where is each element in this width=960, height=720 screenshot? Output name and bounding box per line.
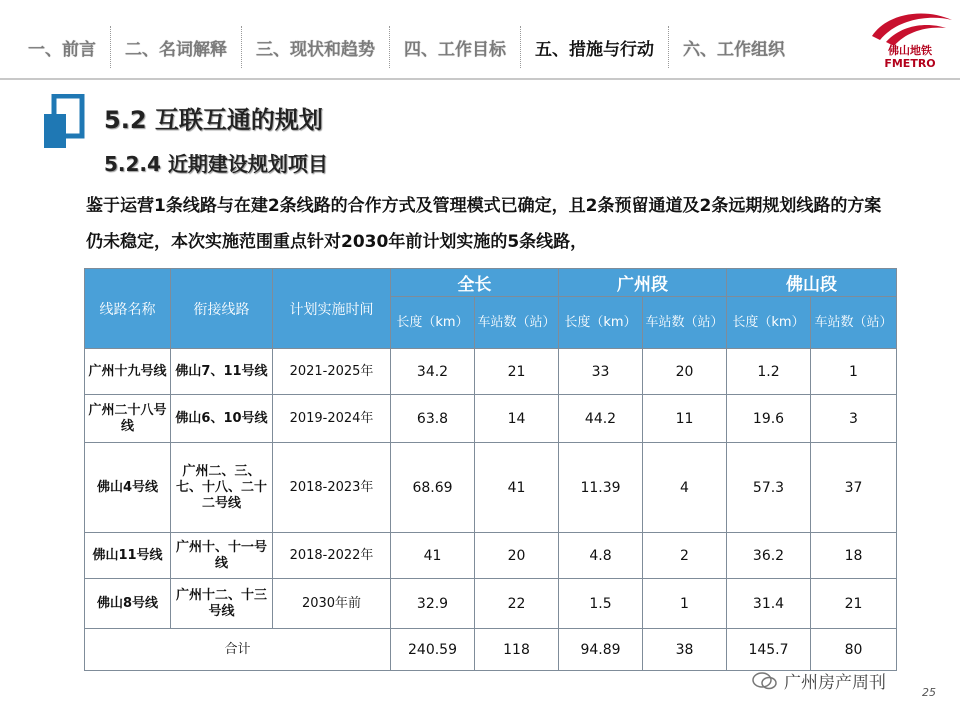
- cell-fs-stations: 1: [811, 349, 897, 395]
- cell-total-stations: 41: [475, 443, 559, 533]
- header-group-total: 全长: [391, 269, 559, 297]
- top-navigation: [0, 0, 960, 80]
- cell-gz-stations: 11: [643, 395, 727, 443]
- cell-fs-stations: 21: [811, 579, 897, 629]
- cell-fs-length: 19.6: [727, 395, 811, 443]
- cell-gz-length: 11.39: [559, 443, 643, 533]
- table-row: [85, 579, 897, 629]
- section-subtitle: 5.2.4 近期建设规划项目: [104, 152, 328, 176]
- table-total-row: [85, 629, 897, 671]
- cell-sum-total-stations: 118: [475, 629, 559, 671]
- logo-chinese: 佛山地铁: [888, 44, 932, 57]
- tab-terms[interactable]: 二、名词解释: [111, 26, 242, 68]
- cell-time: 2021-2025年: [273, 349, 391, 395]
- cell-gz-length: 44.2: [559, 395, 643, 443]
- table-row: [85, 533, 897, 579]
- header-line-name: 线路名称: [85, 269, 171, 349]
- cell-fs-stations: 18: [811, 533, 897, 579]
- cell-fs-length: 57.3: [727, 443, 811, 533]
- cell-connect: 广州十二、十三号线: [171, 579, 273, 629]
- cell-fs-length: 1.2: [727, 349, 811, 395]
- intro-paragraph: 鉴于运营1条线路与在建2条线路的合作方式及管理模式已确定，且2条预留通道及2条远期规划线路的方案仍未稳定，本次实施范围重点针对2030年前计划实施的5条线路，: [86, 196, 882, 252]
- header-connecting-lines: 衔接线路: [171, 269, 273, 349]
- cell-connect: 广州十、十一号线: [171, 533, 273, 579]
- header-group-guangzhou: 广州段: [559, 269, 727, 297]
- cell-time: 2030年前: [273, 579, 391, 629]
- header-planned-time: 计划实施时间: [273, 269, 391, 349]
- nav-divider: [0, 78, 960, 80]
- cell-gz-stations: 1: [643, 579, 727, 629]
- table-row: [85, 395, 897, 443]
- cell-gz-length: 33: [559, 349, 643, 395]
- cell-sum-fs-length: 145.7: [727, 629, 811, 671]
- cell-fs-stations: 37: [811, 443, 897, 533]
- cell-connect: 佛山7、11号线: [171, 349, 273, 395]
- logo-text: [870, 44, 950, 70]
- cell-gz-stations: 20: [643, 349, 727, 395]
- header-total-length: 长度（km）: [391, 297, 475, 349]
- cell-time: 2018-2022年: [273, 533, 391, 579]
- cell-total-stations: 22: [475, 579, 559, 629]
- section-icon: [42, 94, 86, 150]
- header-group-foshan: 佛山段: [727, 269, 897, 297]
- cell-connect: 广州二、三、七、十八、二十二号线: [171, 443, 273, 533]
- watermark: [752, 668, 886, 693]
- cell-time: 2018-2023年: [273, 443, 391, 533]
- cell-connect: 佛山6、10号线: [171, 395, 273, 443]
- nav-tabs: [14, 26, 799, 68]
- cell-total-length: 34.2: [391, 349, 475, 395]
- header-total-stations: 车站数（站）: [475, 297, 559, 349]
- cell-line: 广州二十八号线: [85, 395, 171, 443]
- cell-total-label: 合计: [85, 629, 391, 671]
- header-fs-length: 长度（km）: [727, 297, 811, 349]
- page-number: 25: [922, 686, 936, 699]
- tab-status-trends[interactable]: 三、现状和趋势: [242, 26, 390, 68]
- watermark-text: 广州房产周刊: [784, 673, 886, 693]
- header-fs-stations: 车站数（站）: [811, 297, 897, 349]
- table-row: [85, 349, 897, 395]
- tab-preface[interactable]: 一、前言: [14, 26, 111, 68]
- cell-line: 广州十九号线: [85, 349, 171, 395]
- cell-gz-stations: 4: [643, 443, 727, 533]
- cell-sum-fs-stations: 80: [811, 629, 897, 671]
- cell-total-stations: 14: [475, 395, 559, 443]
- cell-time: 2019-2024年: [273, 395, 391, 443]
- cell-gz-stations: 2: [643, 533, 727, 579]
- cell-fs-stations: 3: [811, 395, 897, 443]
- cell-total-length: 41: [391, 533, 475, 579]
- cell-line: 佛山11号线: [85, 533, 171, 579]
- cell-total-length: 68.69: [391, 443, 475, 533]
- cell-sum-gz-length: 94.89: [559, 629, 643, 671]
- cell-line: 佛山8号线: [85, 579, 171, 629]
- cell-line: 佛山4号线: [85, 443, 171, 533]
- cell-total-length: 32.9: [391, 579, 475, 629]
- cell-gz-length: 4.8: [559, 533, 643, 579]
- cell-gz-length: 1.5: [559, 579, 643, 629]
- header-gz-length: 长度（km）: [559, 297, 643, 349]
- cell-sum-gz-stations: 38: [643, 629, 727, 671]
- cell-sum-total-length: 240.59: [391, 629, 475, 671]
- table-row: [85, 443, 897, 533]
- wechat-icon: [752, 672, 778, 690]
- logo-english: FMETRO: [884, 57, 936, 70]
- cell-total-stations: 21: [475, 349, 559, 395]
- project-table: [84, 268, 897, 671]
- tab-measures-actions[interactable]: 五、措施与行动: [521, 26, 669, 68]
- cell-fs-length: 36.2: [727, 533, 811, 579]
- section-title: 5.2 互联互通的规划: [104, 106, 323, 134]
- cell-fs-length: 31.4: [727, 579, 811, 629]
- tab-organization[interactable]: 六、工作组织: [683, 39, 785, 60]
- tab-goals[interactable]: 四、工作目标: [390, 26, 521, 68]
- cell-total-stations: 20: [475, 533, 559, 579]
- cell-total-length: 63.8: [391, 395, 475, 443]
- header-gz-stations: 车站数（站）: [643, 297, 727, 349]
